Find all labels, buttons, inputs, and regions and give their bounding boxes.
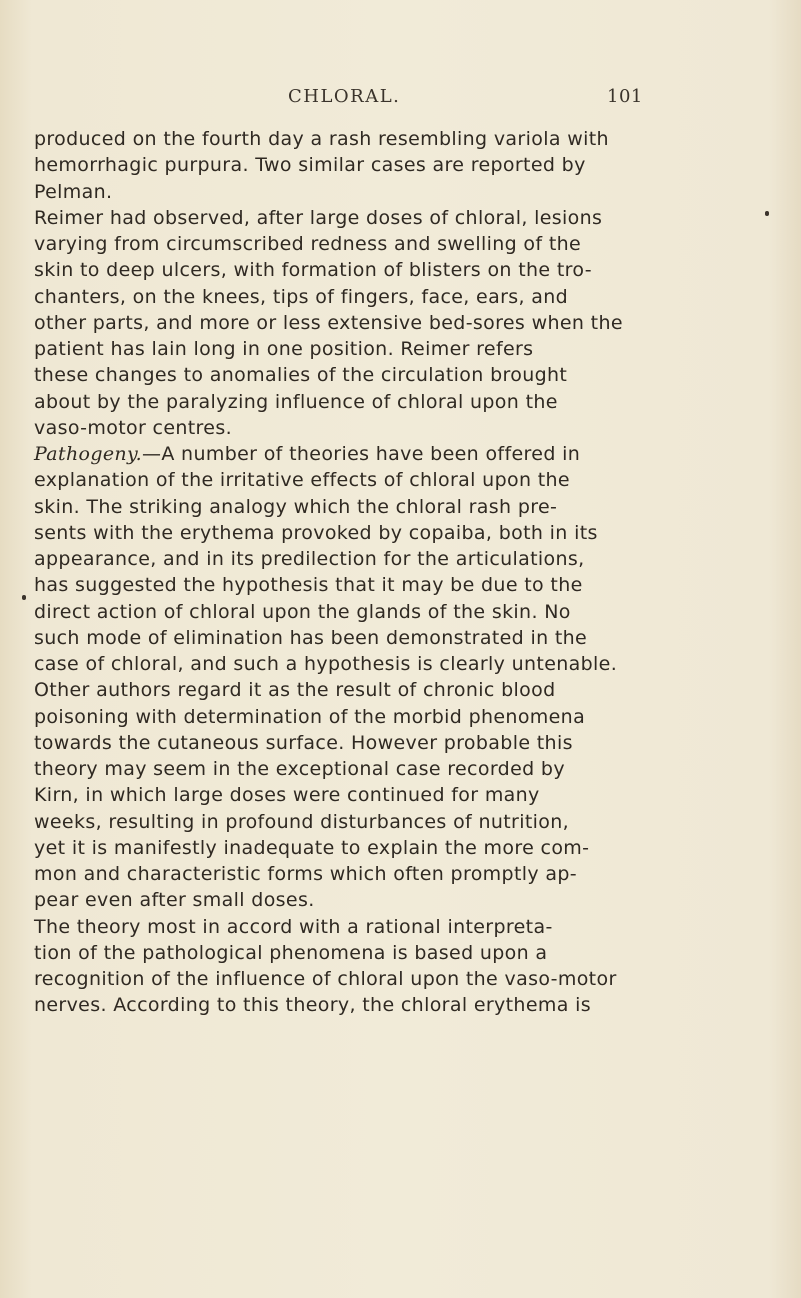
text-line: other parts, and more or less extensive bed-sores when the — [34, 311, 623, 334]
ink-speck — [22, 595, 26, 600]
text-line: Kirn, in which large doses were continued for many — [34, 784, 540, 807]
text-line: tion of the pathological phenomena is based upon a — [34, 941, 548, 964]
text-line: theory may seem in the exceptional case recorded by — [34, 758, 565, 780]
text-line: vaso-motor centres. — [34, 416, 232, 439]
text-line: such mode of elimination has been demonstrated in the — [34, 626, 588, 649]
ink-speck — [765, 211, 769, 216]
text-line: Reimer had observed, after large doses of chloral, lesions — [34, 206, 603, 229]
page-number: 101 — [607, 86, 643, 107]
text-line: skin to deep ulcers, with formation of blisters on the tro- — [34, 259, 592, 282]
pathogeny-line — [34, 441, 754, 467]
text-line: direct action of chloral upon the glands of the skin. No — [34, 600, 571, 623]
text-line: hemorrhagic purpura. Two similar cases are reported by — [34, 154, 586, 177]
text-line: pear even after small doses. — [34, 889, 315, 912]
text-line: nerves. According to this theory, the chloral erythema is — [34, 994, 591, 1017]
text-line: mon and characteristic forms which often promptly ap- — [34, 863, 577, 885]
text-line: case of chloral, and such a hypothesis is clearly untenable. — [34, 653, 618, 675]
text-line: explanation of the irritative effects of chloral upon the — [34, 469, 570, 492]
pathogeny-heading: Pathogeny. — [34, 443, 142, 465]
text-line: towards the cutaneous surface. However probable this — [34, 731, 573, 754]
text-line: chanters, on the knees, tips of fingers, face, ears, and — [34, 285, 569, 308]
text-line: yet it is manifestly inadequate to explain the more com- — [34, 836, 590, 859]
text-line: appearance, and in its predilection for the articulations, — [34, 548, 585, 570]
text-line: Pelman. — [34, 180, 113, 203]
text-line: poisoning with determination of the morbid phenomena — [34, 705, 586, 728]
text-line: about by the paralyzing influence of chloral upon the — [34, 390, 558, 413]
text-line: weeks, resulting in profound disturbances of nutrition, — [34, 810, 570, 833]
text-line: patient has lain long in one position. Reimer refers — [34, 338, 534, 360]
text-line: The theory most in accord with a rational interpreta- — [34, 915, 553, 938]
text-line: these changes to anomalies of the circulation brought — [34, 364, 568, 387]
text-line: has suggested the hypothesis that it may be due to the — [34, 574, 583, 597]
text-line: sents with the erythema provoked by copaiba, both in its — [34, 521, 598, 544]
page-header — [0, 86, 801, 116]
pathogeny-line-text: —A number of theories have been offered in — [141, 443, 581, 465]
running-title: CHLORAL. — [288, 86, 401, 107]
text-line: skin. The striking analogy which the chloral rash pre- — [34, 495, 558, 518]
body-text — [34, 126, 754, 1019]
text-line: recognition of the influence of chloral upon the vaso-motor — [34, 968, 617, 990]
text-line: varying from circumscribed redness and swelling of the — [34, 233, 582, 255]
text-line: Other authors regard it as the result of chronic blood — [34, 679, 556, 702]
text-line: produced on the fourth day a rash resembling variola with — [34, 128, 609, 150]
